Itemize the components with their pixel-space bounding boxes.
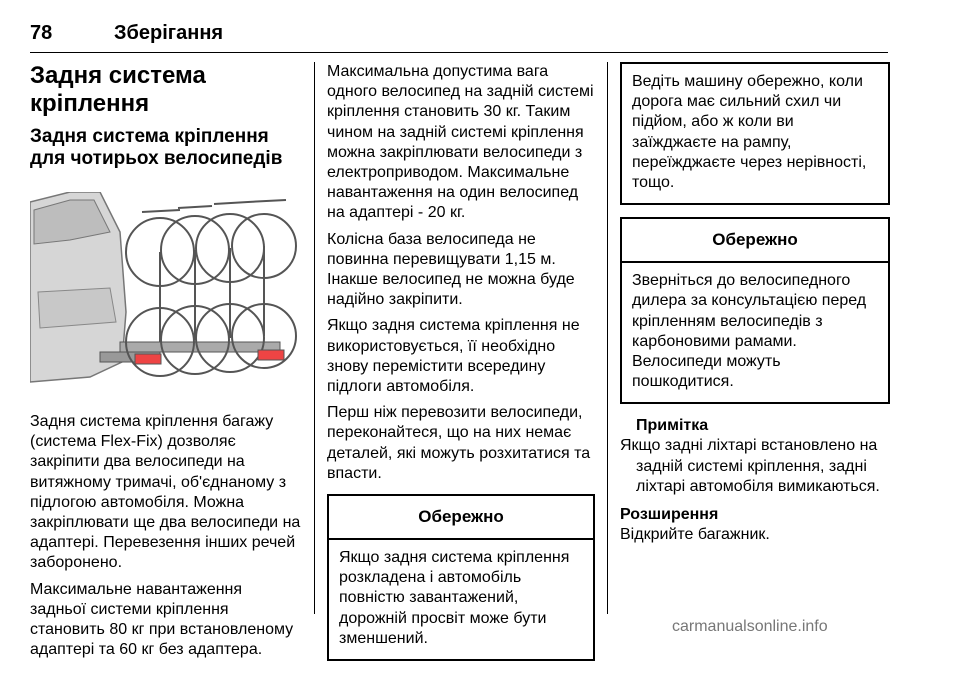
paragraph: Максимальне навантаження задньої системи кріплення становить 80 кг при встановленому адаптері та 60 кг без адаптера. <box>30 580 294 659</box>
section-title: Зберігання <box>114 22 224 44</box>
column-divider <box>314 62 315 614</box>
paragraph: Відкрийте багажник. <box>620 526 770 544</box>
caution-box-continued <box>620 62 890 205</box>
paragraph: Максимальна допустима вага одного велосипед на задній системі кріплення становить 30 кг. Таким чином на задній системі кріплення можна закріплювати велосипеди з електроприводом. Максимальне навантаження на один велосипед на адаптері - 20 кг. <box>327 63 594 222</box>
paragraph: Задня система кріплення багажу (система Flex-Fix) дозволяє закріпити два велосипеди на витяжному тримачі, об'єднаному з підлогою автомобіля. Можна закріплювати ще два велосипеди на адаптері. Перевезення інших речей заборонено. <box>30 413 301 572</box>
caution-box <box>620 217 890 404</box>
watermark: carmanualsonline.info <box>672 618 828 635</box>
subsection-heading: Задня система кріплення для чотирьох велосипедів <box>30 126 283 169</box>
page-header <box>30 22 888 53</box>
bike-carrier-illustration <box>30 192 298 402</box>
column-divider <box>607 62 608 614</box>
caution-title: Обережно <box>329 496 593 540</box>
paragraph: Колісна база велосипеда не повинна перевищувати 1,15 м. Інакше велосипед не можна буде надійно закріпити. <box>327 230 575 309</box>
page-number: 78 <box>30 22 53 44</box>
caution-text: Ведіть машину обережно, коли дорога має сильний схил чи підйом, або ж коли ви заїжджаєте на рампу, переїжджаєте через нерівності, тощо. <box>632 73 867 192</box>
caution-text: Якщо задня система кріплення розкладена і автомобіль повністю завантажений, дорожній просвіт може бути зменшений. <box>339 549 570 647</box>
paragraph: Перш ніж перевозити велосипеди, переконайтеся, що на них немає деталей, які можуть розхитатися та впасти. <box>327 404 591 482</box>
note-title: Примітка <box>636 417 709 435</box>
caution-box <box>327 494 595 661</box>
section-heading: Задня система кріплення <box>30 62 206 117</box>
paragraph: Якщо задня система кріплення не використовується, її необхідно знову перемістити всередину підлоги автомобіля. <box>327 317 580 396</box>
caution-text: Зверніться до велосипедного дилера за консультацією перед кріпленням велосипедів з карбоновими рамами. Велосипеди можуть пошкодитися. <box>632 272 867 391</box>
caution-title: Обережно <box>622 219 888 263</box>
column-3 <box>620 62 890 551</box>
bike-carrier-image <box>30 192 298 402</box>
subsection-heading: Розширення <box>620 506 719 524</box>
note-text: Якщо задні ліхтарі встановлено на задній системі кріплення, задні ліхтарі автомобіля вимикаються. <box>620 437 880 495</box>
column-2 <box>327 62 595 673</box>
column-1 <box>30 62 302 666</box>
